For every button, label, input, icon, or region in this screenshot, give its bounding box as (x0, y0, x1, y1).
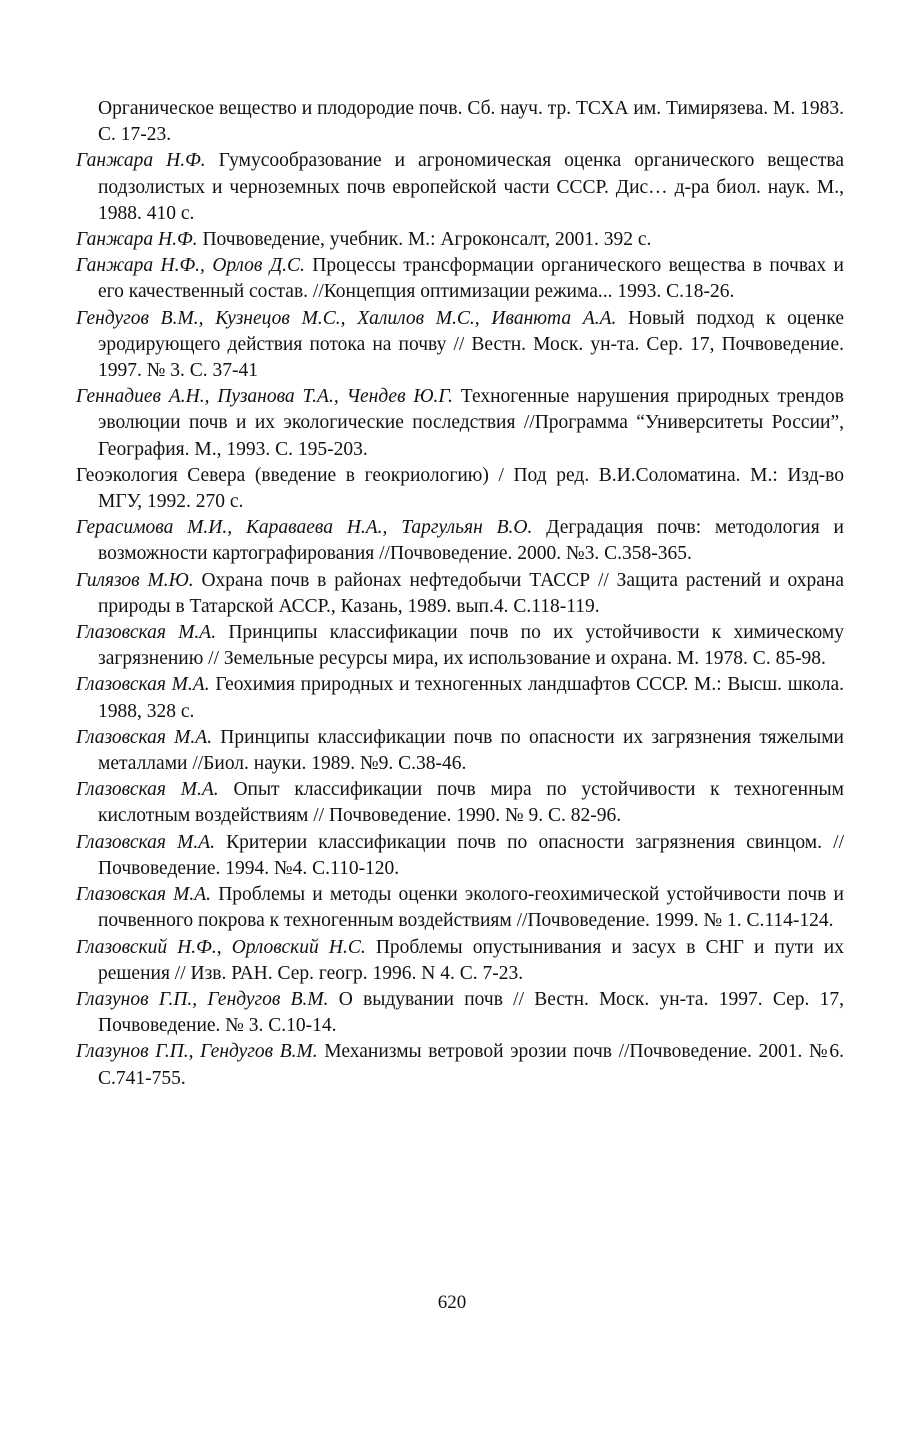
entry-text: Деградация почв: методология и возможности картографирования //Почвоведение. 2000. №3. С.358-365. (98, 517, 844, 565)
bibliography-entry (76, 935, 844, 987)
bibliography-entry (76, 672, 844, 724)
entry-text: Процессы трансформации органического вещества в почвах и его качественный состав. //Концепция оптимизации режима... 1993. С.18-26. (98, 255, 844, 303)
bibliography-entry (76, 463, 844, 515)
entry-authors: Глазовская М.А. (76, 831, 216, 853)
entry-authors: Глазовская М.А. (76, 622, 217, 644)
page-number: 620 (437, 1292, 467, 1313)
entry-authors: Ганжара Н.Ф. (76, 229, 198, 251)
entry-authors: Герасимова М.И., Караваева Н.А., Таргульян В.О. (76, 517, 533, 539)
entry-authors: Глазовская М.А. (76, 674, 210, 696)
entry-text: Геоэкология Севера (введение в геокриологию) / Под ред. В.И.Соломатина. М.: Изд-во МГУ, 1992. 270 с. (76, 464, 844, 513)
bibliography-list (76, 96, 844, 1092)
entry-text: Принципы классификации почв по их устойчивости к химическому загрязнению // Земельные ресурсы мира, их использование и охрана. М. 1978. С. 85-98. (98, 622, 844, 670)
entry-text: О выдувании почв // Вестн. Моск. ун-та. 1997. Сер. 17, Почвоведение. № 3. С.10-14. (98, 988, 844, 1037)
entry-authors: Геннадиев А.Н., Пузанова Т.А., Чендев Ю.Г. (76, 386, 453, 408)
entry-text: Проблемы и методы оценки эколого-геохимической устойчивости почв и почвенного покрова к техногенным воздействиям //Почвоведение. 1999. № 1. С.114-124. (98, 884, 844, 932)
bibliography-entry (76, 987, 844, 1039)
entry-authors: Ганжара Н.Ф., Орлов Д.С. (76, 255, 305, 277)
entry-authors: Глазовская М.А. (76, 726, 213, 748)
entry-authors: Глазунов Г.П., Гендугов В.М. (76, 1041, 318, 1063)
entry-text: Техногенные нарушения природных трендов эволюции почв и их экологические последствия //Программа “Университеты России”, География. М., 1993. С. 195-203. (98, 386, 844, 460)
entry-text: Критерии классификации почв по опасности загрязнения свинцом. //Почвоведение. 1994. №4. С.110-120. (98, 831, 844, 879)
bibliography-entry (76, 725, 844, 777)
bibliography-entry (76, 1039, 844, 1091)
bibliography-entry (76, 148, 844, 227)
bibliography-entry (76, 384, 844, 463)
bibliography-entry (76, 830, 844, 882)
entry-authors: Гилязов М.Ю. (76, 569, 194, 591)
entry-authors: Ганжара Н.Ф. (76, 150, 206, 172)
entry-authors: Глазовская М.А. (76, 779, 219, 801)
entry-text: Гумусообразование и агрономическая оценка органического вещества подзолистых и черноземных почв европейской части СССР. Дис… д-ра биол. наук. М., 1988. 410 с. (98, 150, 844, 224)
bibliography-continuation: Органическое вещество и плодородие почв. Сб. науч. тр. ТСХА им. Тимирязева. М. 1983. С. 17-23. (98, 98, 844, 146)
entry-text: Проблемы опустынивания и засух в СНГ и пути их решения // Изв. РАН. Сер. геогр. 1996. N 4. С. 7-23. (98, 936, 844, 984)
entry-text: Геохимия природных и техногенных ландшафтов СССР. М.: Высш. школа. 1988, 328 с. (98, 674, 844, 722)
bibliography-entry (76, 306, 844, 385)
bibliography-entry (76, 620, 844, 672)
bibliography-entry (76, 568, 844, 620)
entry-authors: Гендугов В.М., Кузнецов М.С., Халилов М.С., Иванюта А.А. (76, 307, 617, 329)
entry-text: Принципы классификации почв по опасности их загрязнения тяжелыми металлами //Биол. науки. 1989. №9. С.38-46. (98, 726, 844, 775)
entry-text: Опыт классификации почв мира по устойчивости к техногенным кислотным воздействиям // Почвоведение. 1990. № 9. С. 82-96. (98, 779, 844, 827)
bibliography-entry (76, 777, 844, 829)
entry-authors: Глазунов Г.П., Гендугов В.М. (76, 988, 329, 1010)
entry-text: Охрана почв в районах нефтедобычи ТАССР // Защита растений и охрана природы в Татарской АССР., Казань, 1989. вып.4. С.118-119. (98, 569, 844, 617)
bibliography-entry (76, 882, 844, 934)
bibliography-entries (76, 148, 844, 1091)
bibliography-entry (76, 227, 844, 253)
bibliography-entry (76, 515, 844, 567)
bibliography-entry (76, 253, 844, 305)
entry-text: Новый подход к оценке эродирующего действия потока на почву // Вестн. Моск. ун-та. Сер. 17, Почвоведение. 1997. № 3. С. 37-41 (98, 307, 845, 382)
entry-text: Почвоведение, учебник. М.: Агроконсалт, 2001. 392 с. (197, 229, 652, 251)
entry-authors: Глазовская М.А. (76, 884, 212, 906)
entry-authors: Глазовский Н.Ф., Орловский Н.С. (76, 936, 366, 958)
entry-text: Механизмы ветровой эрозии почв //Почвоведение. 2001. №6. С.741-755. (98, 1041, 844, 1089)
